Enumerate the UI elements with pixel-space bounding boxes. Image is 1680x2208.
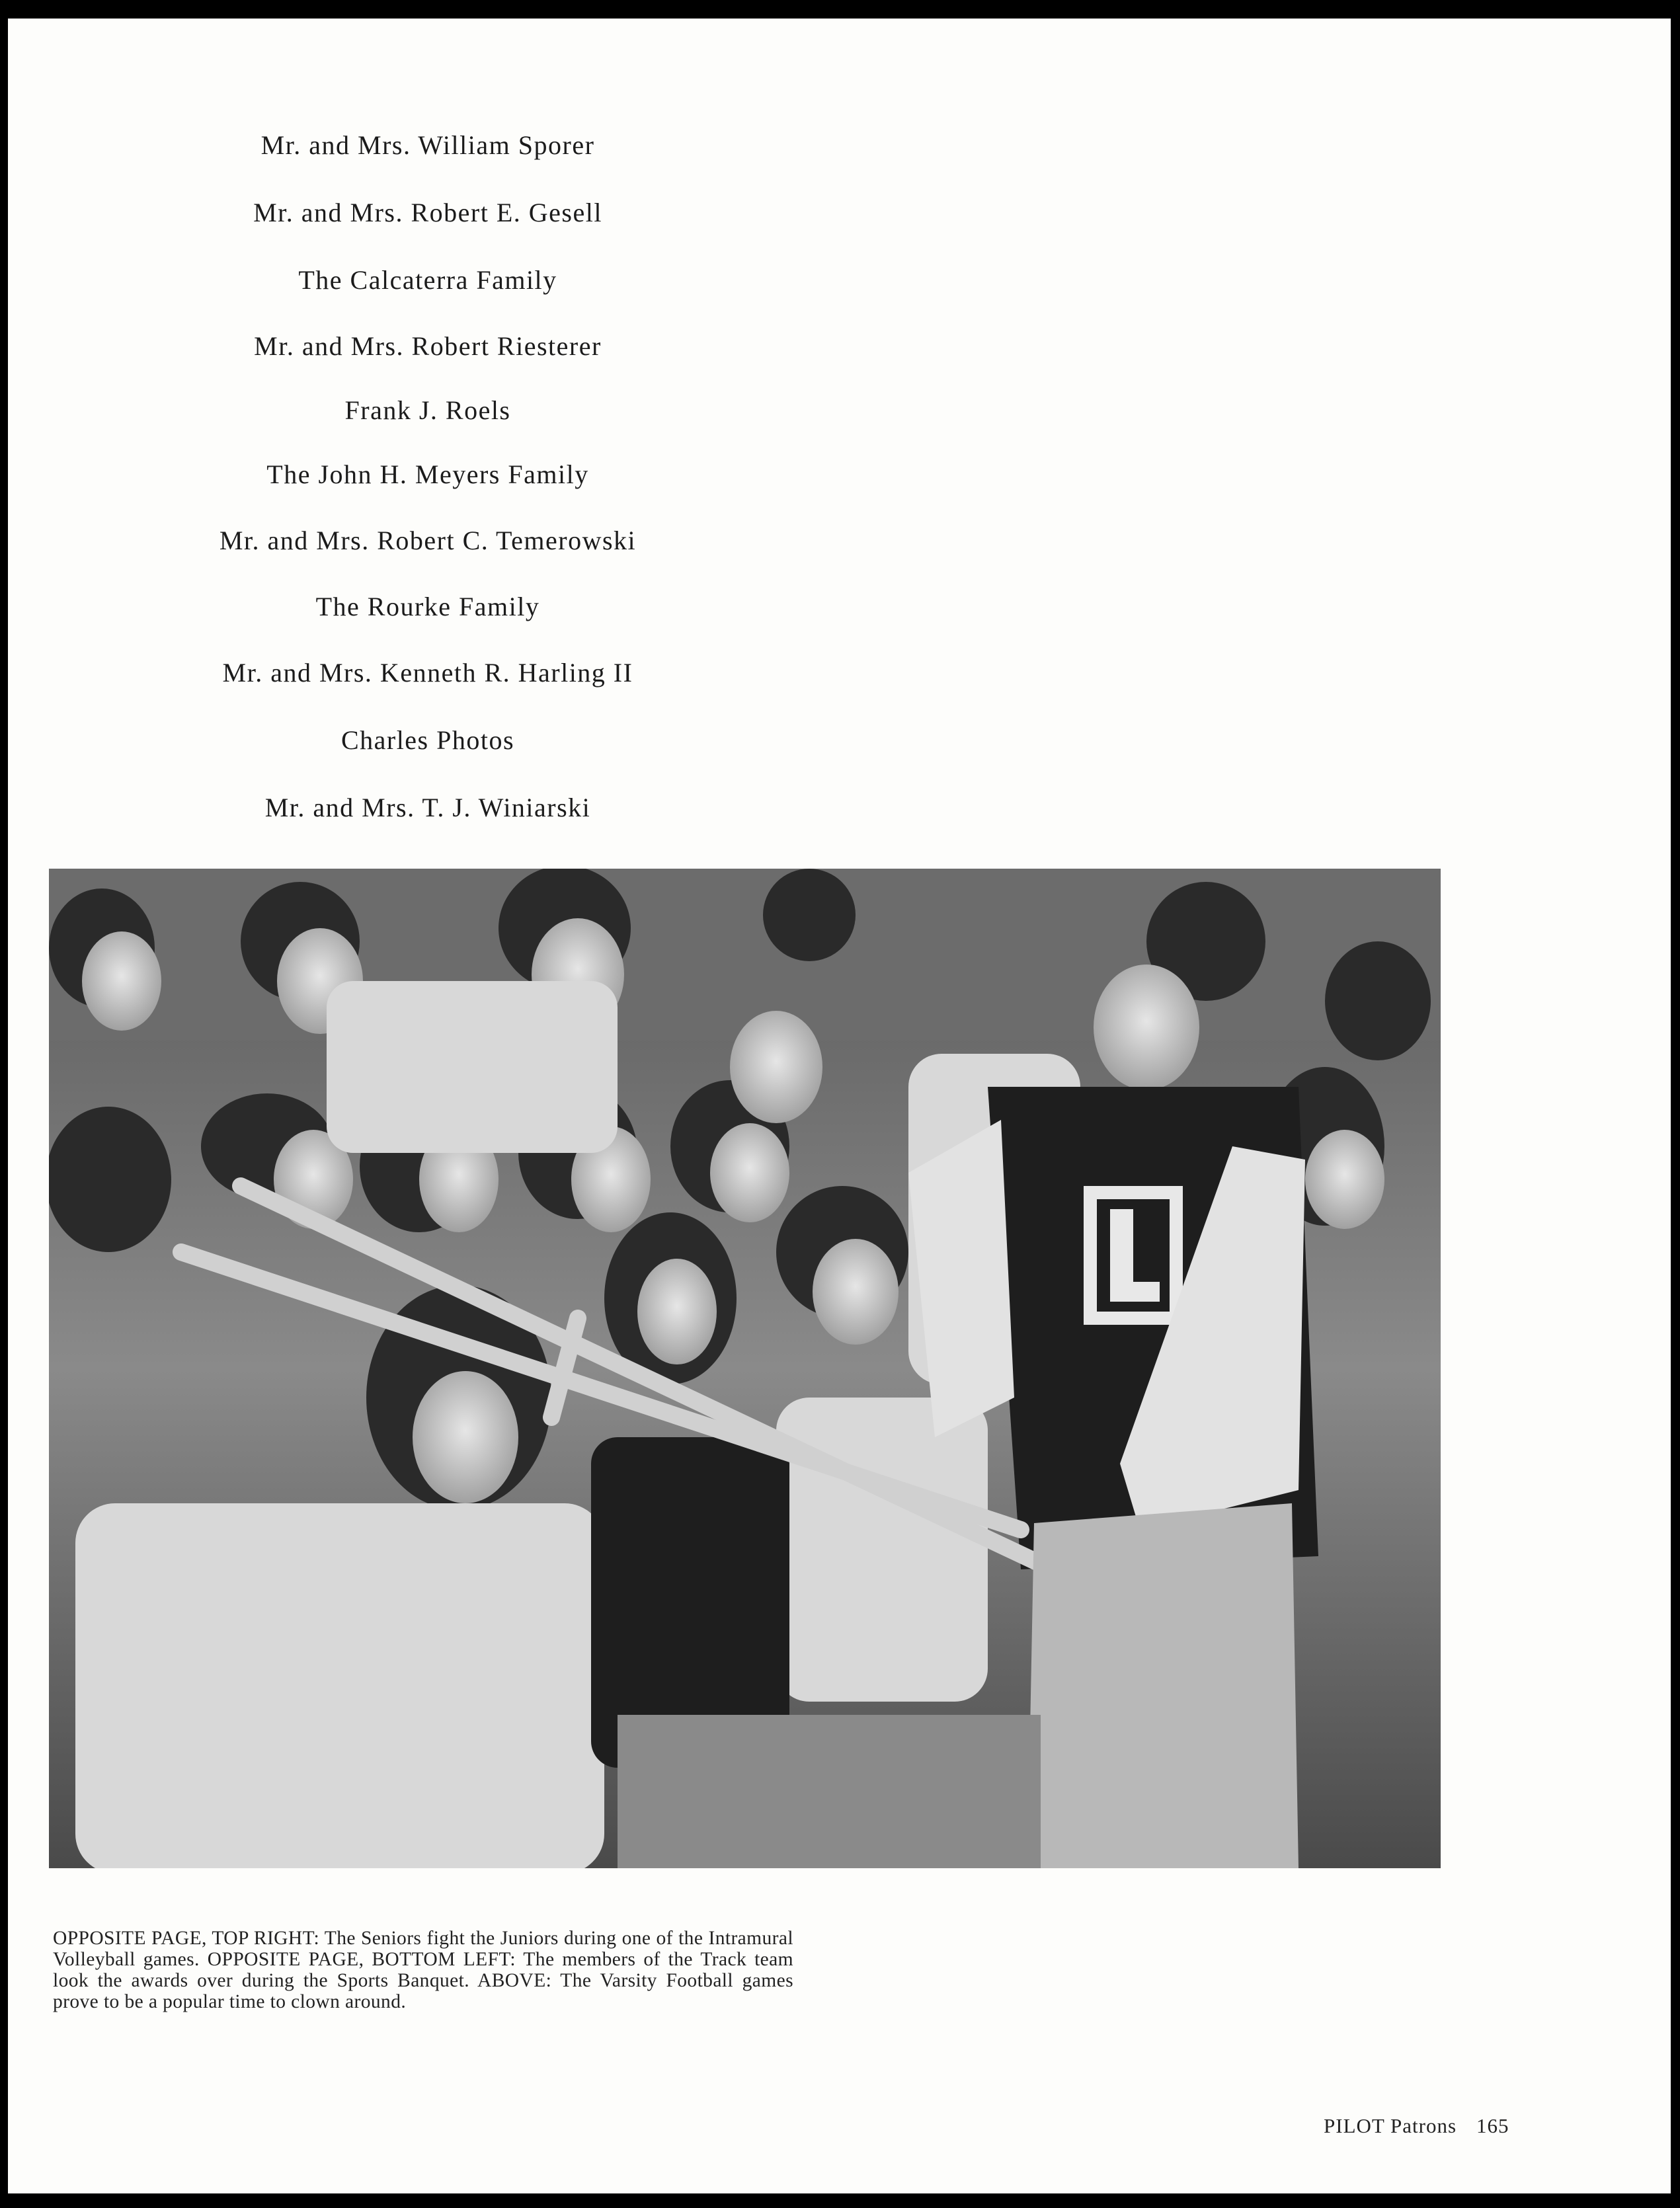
crowd-photo bbox=[49, 869, 1441, 1868]
patron-name: Frank J. Roels bbox=[344, 395, 511, 425]
patron-name: Mr. and Mrs. William Sporer bbox=[260, 130, 595, 160]
patron-name: The Rourke Family bbox=[315, 592, 540, 621]
photo-caption: OPPOSITE PAGE, TOP RIGHT: The Seniors fight the Juniors during one of the Intramural Volleyball games. OPPOSITE PAGE, BOTTOM LEFT: The members of the Track team look the awards over during the Sports Banquet. ABOVE: The Varsity Football games prove to be a popular time to clown around. bbox=[53, 1928, 793, 2012]
patron-name: The John H. Meyers Family bbox=[266, 459, 589, 489]
page-number: 165 bbox=[1476, 2114, 1509, 2137]
patron-name: The Calcaterra Family bbox=[298, 265, 557, 295]
patron-name: Mr. and Mrs. Robert E. Gesell bbox=[253, 198, 602, 227]
photo-icon bbox=[49, 869, 1441, 1868]
patron-name: Mr. and Mrs. Robert C. Temerowski bbox=[219, 526, 637, 555]
patron-list bbox=[8, 19, 1671, 878]
patron-name: Mr. and Mrs. Robert Riesterer bbox=[254, 331, 602, 361]
page-footer bbox=[1324, 2114, 1509, 2138]
patron-name: Charles Photos bbox=[340, 725, 515, 755]
yearbook-page bbox=[8, 19, 1671, 2193]
patron-name: Mr. and Mrs. T. J. Winiarski bbox=[264, 793, 591, 822]
section-title: PILOT Patrons bbox=[1324, 2114, 1457, 2137]
patron-name: Mr. and Mrs. Kenneth R. Harling II bbox=[222, 658, 633, 688]
